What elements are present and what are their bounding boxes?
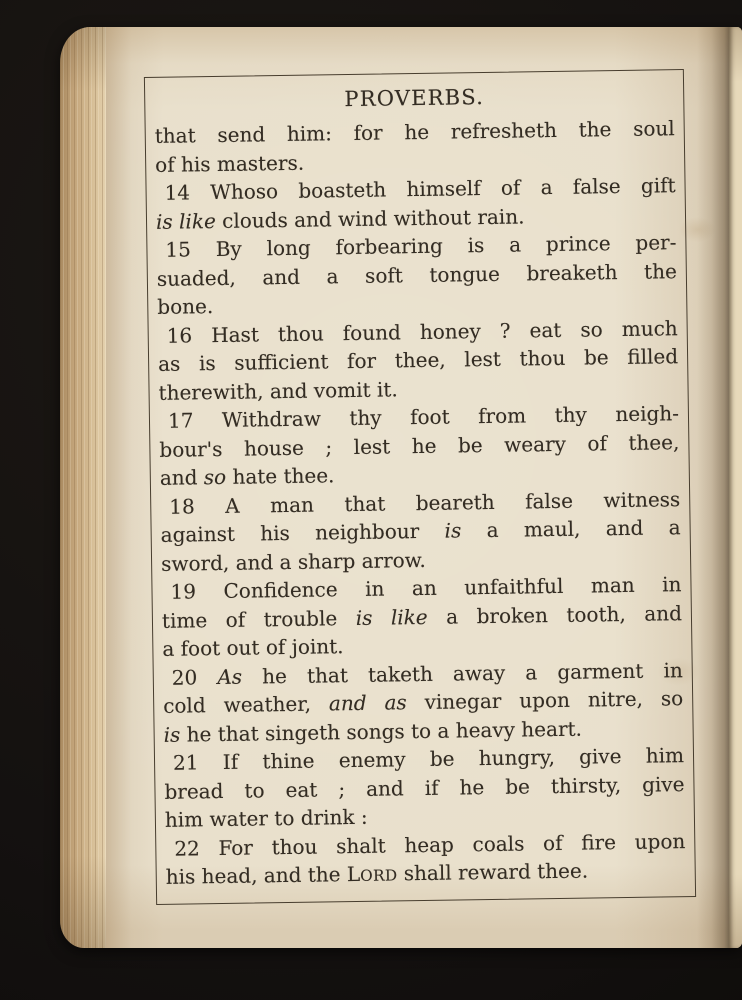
verse-paragraph <box>158 314 679 407</box>
text-line: 22 For thou shalt heap coals of fire upon <box>174 828 686 861</box>
text-line: suaded, and a soft tongue breaketh the <box>156 258 677 291</box>
text-line: against his neighbour is a maul, and a <box>160 515 681 547</box>
text-line: 21 If thine enemy be hungry, give him <box>172 743 685 775</box>
text-line: is he that singeth songs to a heavy heart. <box>163 716 583 747</box>
book <box>60 27 742 948</box>
text-line: 14 Whoso boasteth himself of a false gift <box>164 173 676 205</box>
text-line: 17 Withdraw thy foot from thy neigh- <box>167 401 680 433</box>
verse-paragraph <box>165 827 686 894</box>
text-line: 20 As he that taketh away a garment in <box>171 657 683 690</box>
verse-paragraph <box>160 485 681 578</box>
text-line: bread to eat ; and if he be thirsty, give <box>164 771 685 804</box>
text-line: that send him: for he refresheth the soul <box>154 116 675 148</box>
next-page-sliver <box>729 27 742 948</box>
page-title: PROVERBS. <box>344 85 485 112</box>
text-line: 16 Hast thou found honey ? eat so much <box>166 315 678 348</box>
text-line: 19 Confidence in an unfaithful man in <box>170 572 682 604</box>
text-line: bone. <box>157 294 214 319</box>
text-line: cold weather, and as vinegar upon nitre, so <box>163 686 684 718</box>
text-line: as is sufficient for thee, lest thou be filled <box>157 344 679 376</box>
text-line: his head, and the LORD shall reward thee. <box>165 858 589 889</box>
book-fore-edge <box>60 27 108 948</box>
text-line: is like clouds and wind without rain. <box>155 203 525 234</box>
text-line: 15 By long forbearing is a prince per- <box>165 230 677 262</box>
text-line: him water to drink : <box>164 804 368 832</box>
verse-paragraph <box>155 114 676 179</box>
verse-paragraph <box>164 741 685 834</box>
text-line: a foot out of joint. <box>162 634 344 661</box>
text-line: bour's house ; lest he be weary of thee, <box>159 429 680 462</box>
small-caps-word: LORD <box>346 861 398 887</box>
text-frame <box>144 69 696 905</box>
text-line: therewith, and vomit it. <box>158 376 398 405</box>
gutter-shadow <box>697 27 729 948</box>
verse-paragraph <box>163 656 684 749</box>
verse-paragraph <box>159 399 680 492</box>
text-line: 18 A man that beareth false witness <box>169 486 681 519</box>
text-line: and so hate thee. <box>159 463 335 490</box>
verses <box>155 114 686 893</box>
text-line: of his masters. <box>155 150 305 177</box>
verse-paragraph <box>155 171 676 236</box>
verse-paragraph <box>161 570 682 663</box>
verse-paragraph <box>156 228 677 321</box>
text-line: time of trouble is like a broken tooth, and <box>161 600 683 633</box>
text-line: sword, and a sharp arrow. <box>160 547 426 576</box>
